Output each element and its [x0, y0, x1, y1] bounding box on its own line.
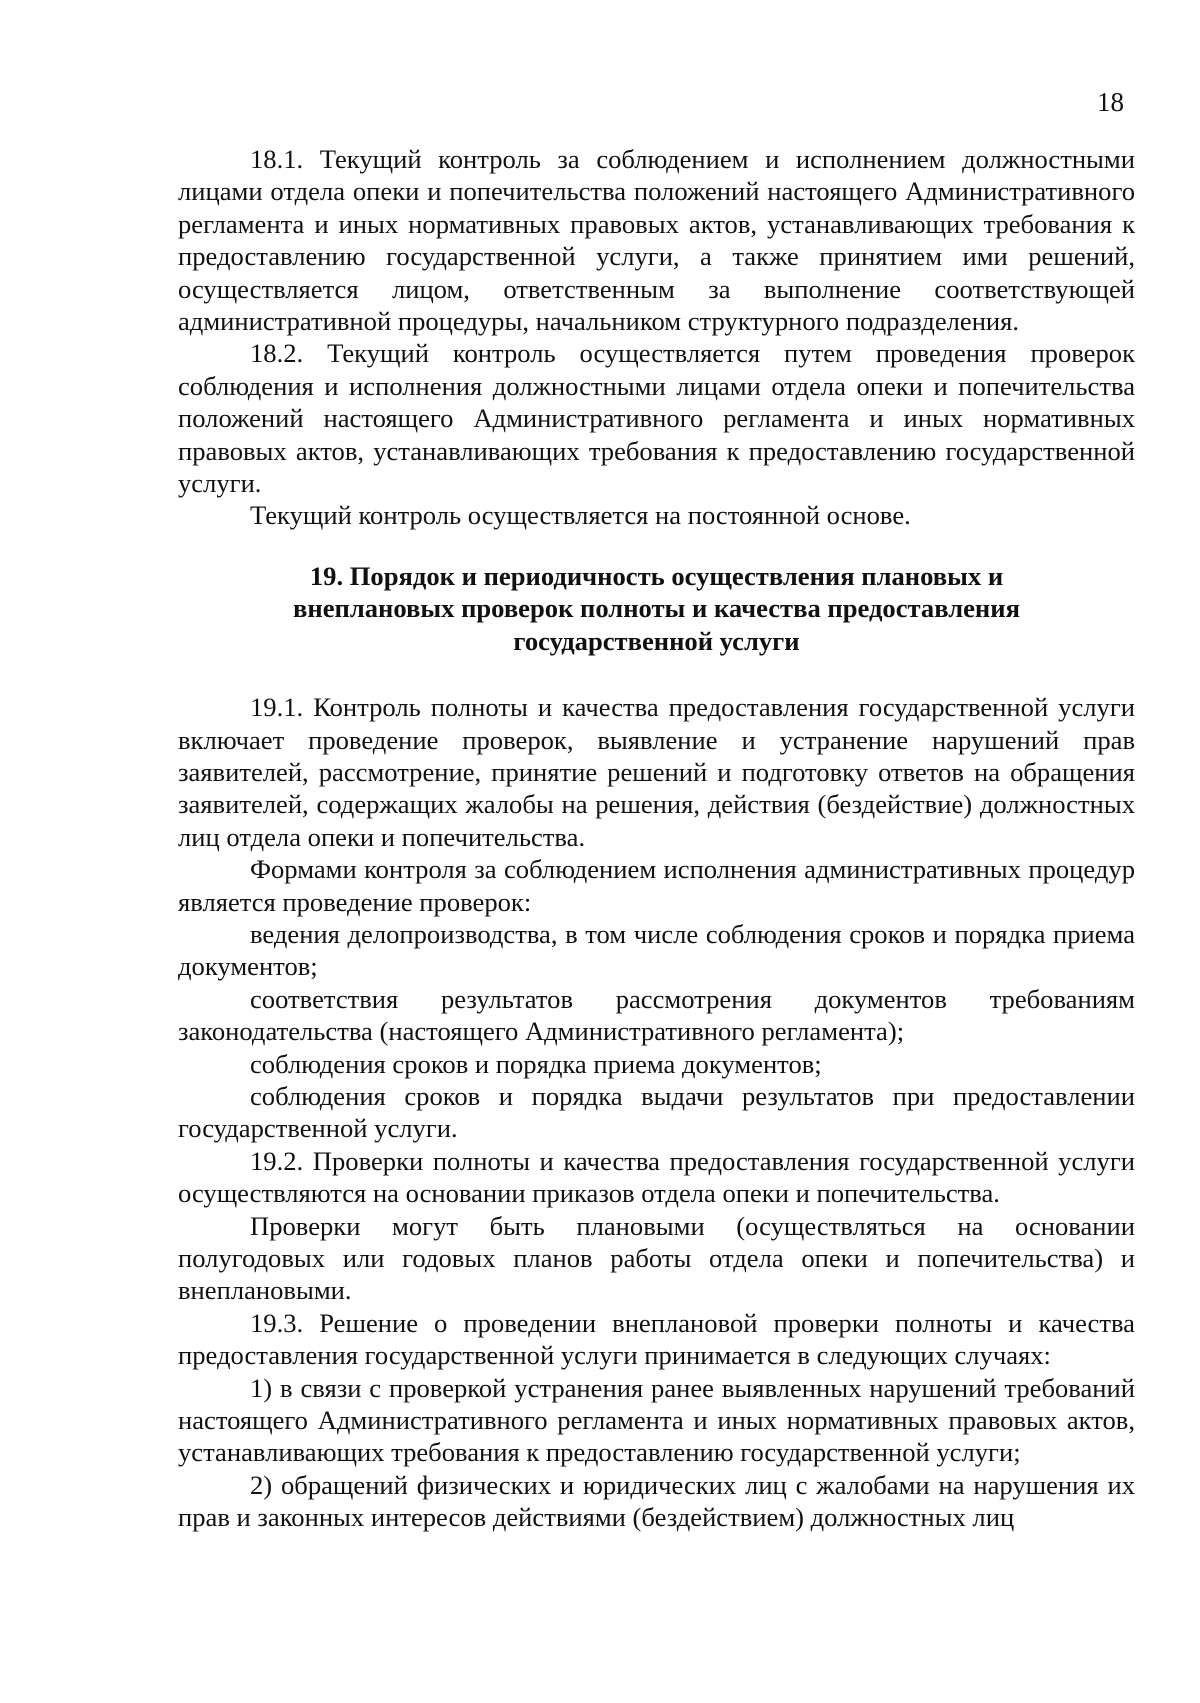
paragraph-control-forms: Формами контроля за соблюдением исполнения административных процедур является проведение проверок: — [178, 854, 1135, 917]
paragraph-19-3: 19.3. Решение о проведении внеплановой проверки полноты и качества предоставления государственной услуги принимается в следующих случаях: — [178, 1307, 1135, 1371]
paragraph-19-2: 19.2. Проверки полноты и качества предоставления государственной услуги осуществляются на основании приказов отдела опеки и попечительства. — [178, 1145, 1135, 1209]
paragraph-19-1: 19.1. Контроль полноты и качества предоставления государственной услуги включает проведение проверок, выявление и устранение нарушений прав заявителей, рассмотрение, принятие решений и подготовку ответов на обращения заявителей, содержащих жалобы на решения, действия (бездействие) должностных лиц отдела опеки и попечительства. — [178, 692, 1135, 852]
paragraph-reception-terms: соблюдения сроков и порядка приема документов; — [250, 1048, 822, 1079]
paragraph-18-2: 18.2. Текущий контроль осуществляется путем проведения проверок соблюдения и исполнения должностными лицами отдела опеки и попечительства положений настоящего Административного регламента и иных нормативных правовых актов, устанавливающих требования к предоставлению государственной услуги. — [178, 338, 1135, 499]
paragraph-compliance: соответствия результатов рассмотрения документов требованиям законодательства (настоящего Административного регламента); — [178, 983, 1135, 1047]
paragraph-case-1: 1) в связи с проверкой устранения ранее выявленных нарушений требований настоящего Административного регламента и иных нормативных правовых актов, устанавливающих требования к предоставлению государственной услуги; — [178, 1372, 1135, 1468]
paragraph-current-control: Текущий контроль осуществляется на постоянной основе. — [250, 500, 911, 531]
document-body — [178, 143, 1135, 1534]
paragraph-planned-checks: Проверки могут быть плановыми (осуществляться на основании полугодовых или годовых планов работы отдела опеки и попечительства) и внеплановыми. — [178, 1210, 1135, 1306]
paragraph-record-keeping: ведения делопроизводства, в том числе соблюдения сроков и порядка приема документов; — [178, 918, 1135, 982]
paragraph-18-1: 18.1. Текущий контроль за соблюдением и исполнением должностными лицами отдела опеки и попечительства положений настоящего Административного регламента и иных нормативных правовых актов, устанавливающих требования к предоставлению государственной услуги, а также принятием ими решений, осуществляется лицом, ответственным за выполнение соответствующей административной процедуры, начальником структурного подразделения. — [178, 144, 1135, 337]
section-heading-19: 19. Порядок и периодичность осуществления плановых и внеплановых проверок полноты и качества предоставления государственной услуги — [293, 560, 1020, 656]
page-number: 18 — [1097, 87, 1124, 117]
paragraph-case-2: 2) обращений физических и юридических лиц с жалобами на нарушения их прав и законных интересов действиями (бездействием) должностных лиц — [178, 1469, 1135, 1533]
paragraph-issuance-terms: соблюдения сроков и порядка выдачи результатов при предоставлении государственной услуги. — [178, 1080, 1135, 1144]
